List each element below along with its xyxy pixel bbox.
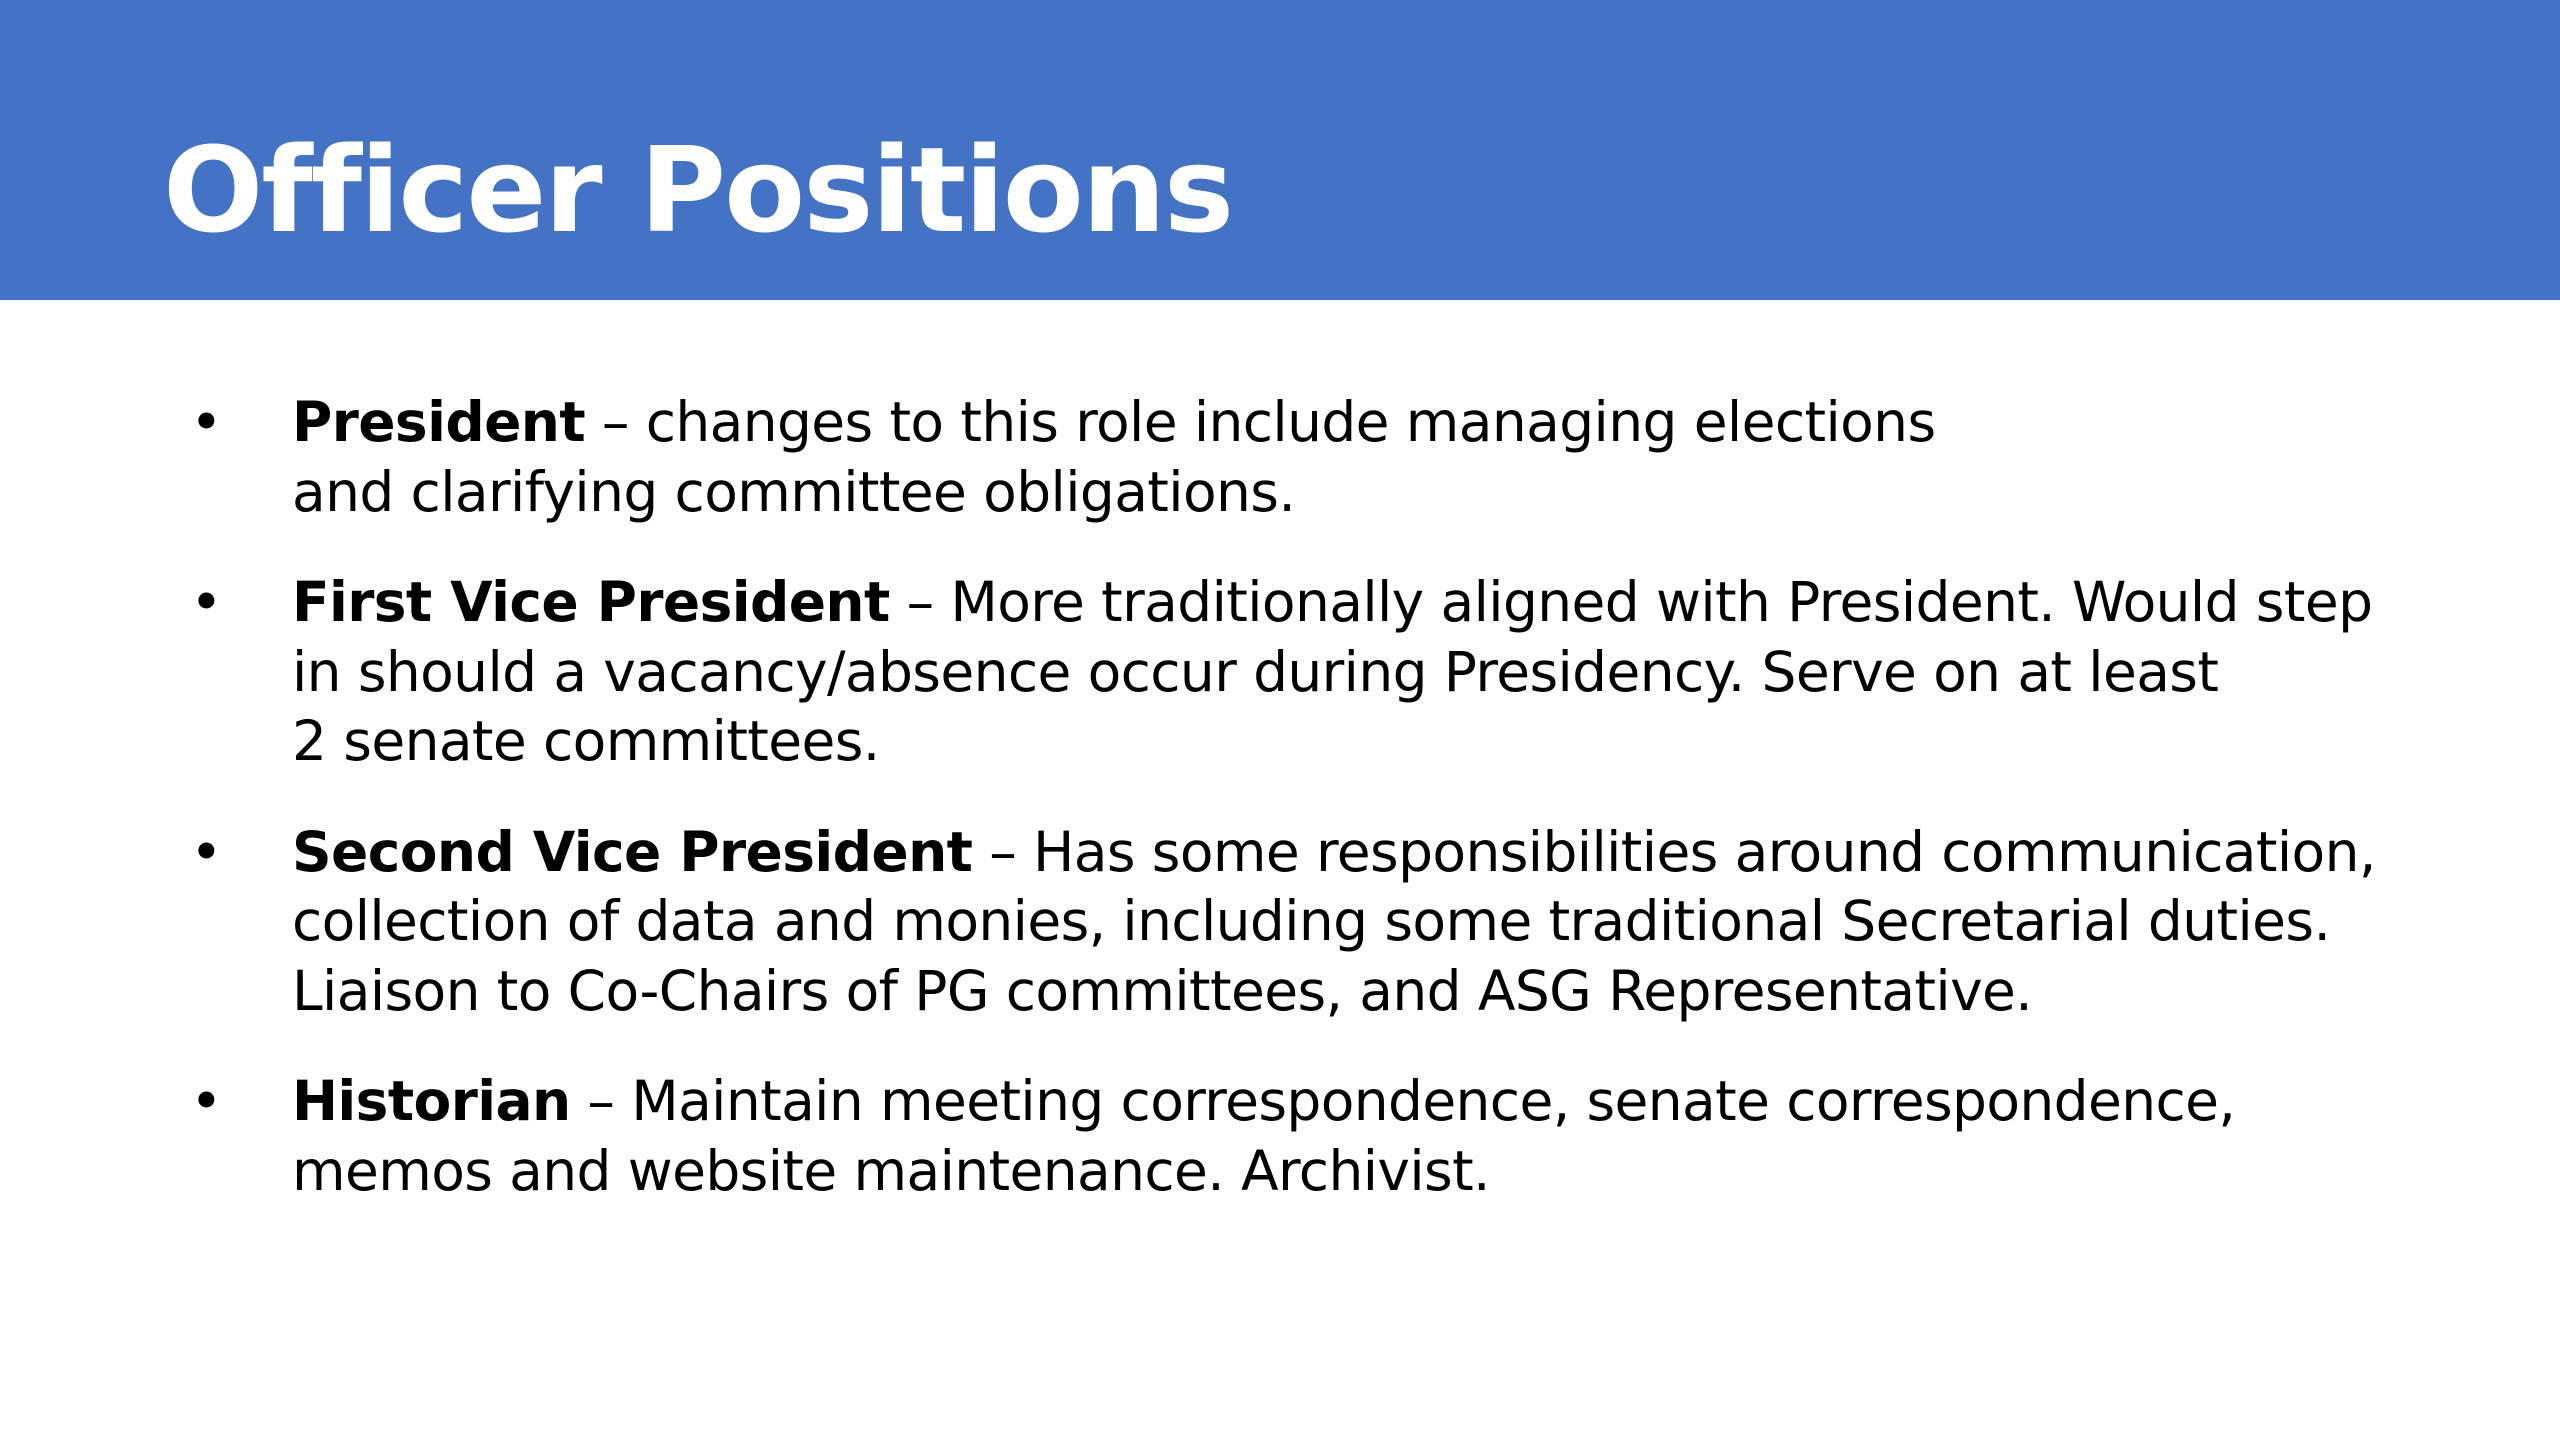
bullet-line	[292, 568, 2560, 638]
slide-title: Officer Positions	[163, 121, 1233, 259]
role-description: – Has some responsibilities around communication,	[972, 819, 2376, 884]
bullet-line: collection of data and monies, including some traditional Secretarial duties.	[292, 889, 2331, 953]
bullet-line	[292, 388, 2560, 458]
bullet-line: Liaison to Co-Chairs of PG committees, and ASG Representative.	[292, 958, 2033, 1023]
bullet-line	[292, 1067, 2560, 1137]
bullet-dot-icon: •	[190, 570, 222, 634]
bullet-item-second-vice-president	[0, 818, 2560, 1027]
bullet-item-president	[0, 388, 2560, 527]
role-description: – More traditionally aligned with President. Would step	[889, 570, 2373, 634]
title-bar	[0, 0, 2560, 300]
role-name: Second Vice President	[292, 819, 973, 884]
role-name: First Vice President	[292, 570, 890, 634]
bullet-dot-icon: •	[190, 390, 222, 454]
bullet-line: memos and website maintenance. Archivist.	[292, 1138, 1490, 1203]
bullet-line: and clarifying committee obligations.	[292, 459, 1296, 524]
bullet-dot-icon: •	[190, 819, 222, 884]
bullet-item-historian	[0, 1067, 2560, 1206]
role-name: President	[292, 390, 586, 454]
bullet-list	[0, 388, 2560, 1247]
role-description: – changes to this role include managing elections	[585, 390, 1936, 454]
bullet-line	[292, 818, 2560, 888]
role-name: Historian	[292, 1069, 571, 1133]
bullet-line: in should a vacancy/absence occur during Presidency. Serve on at least	[292, 639, 2219, 704]
role-description: – Maintain meeting correspondence, senate correspondence,	[570, 1069, 2236, 1133]
bullet-item-first-vice-president	[0, 568, 2560, 777]
bullet-dot-icon: •	[190, 1069, 222, 1133]
bullet-line: 2 senate committees.	[292, 709, 880, 773]
